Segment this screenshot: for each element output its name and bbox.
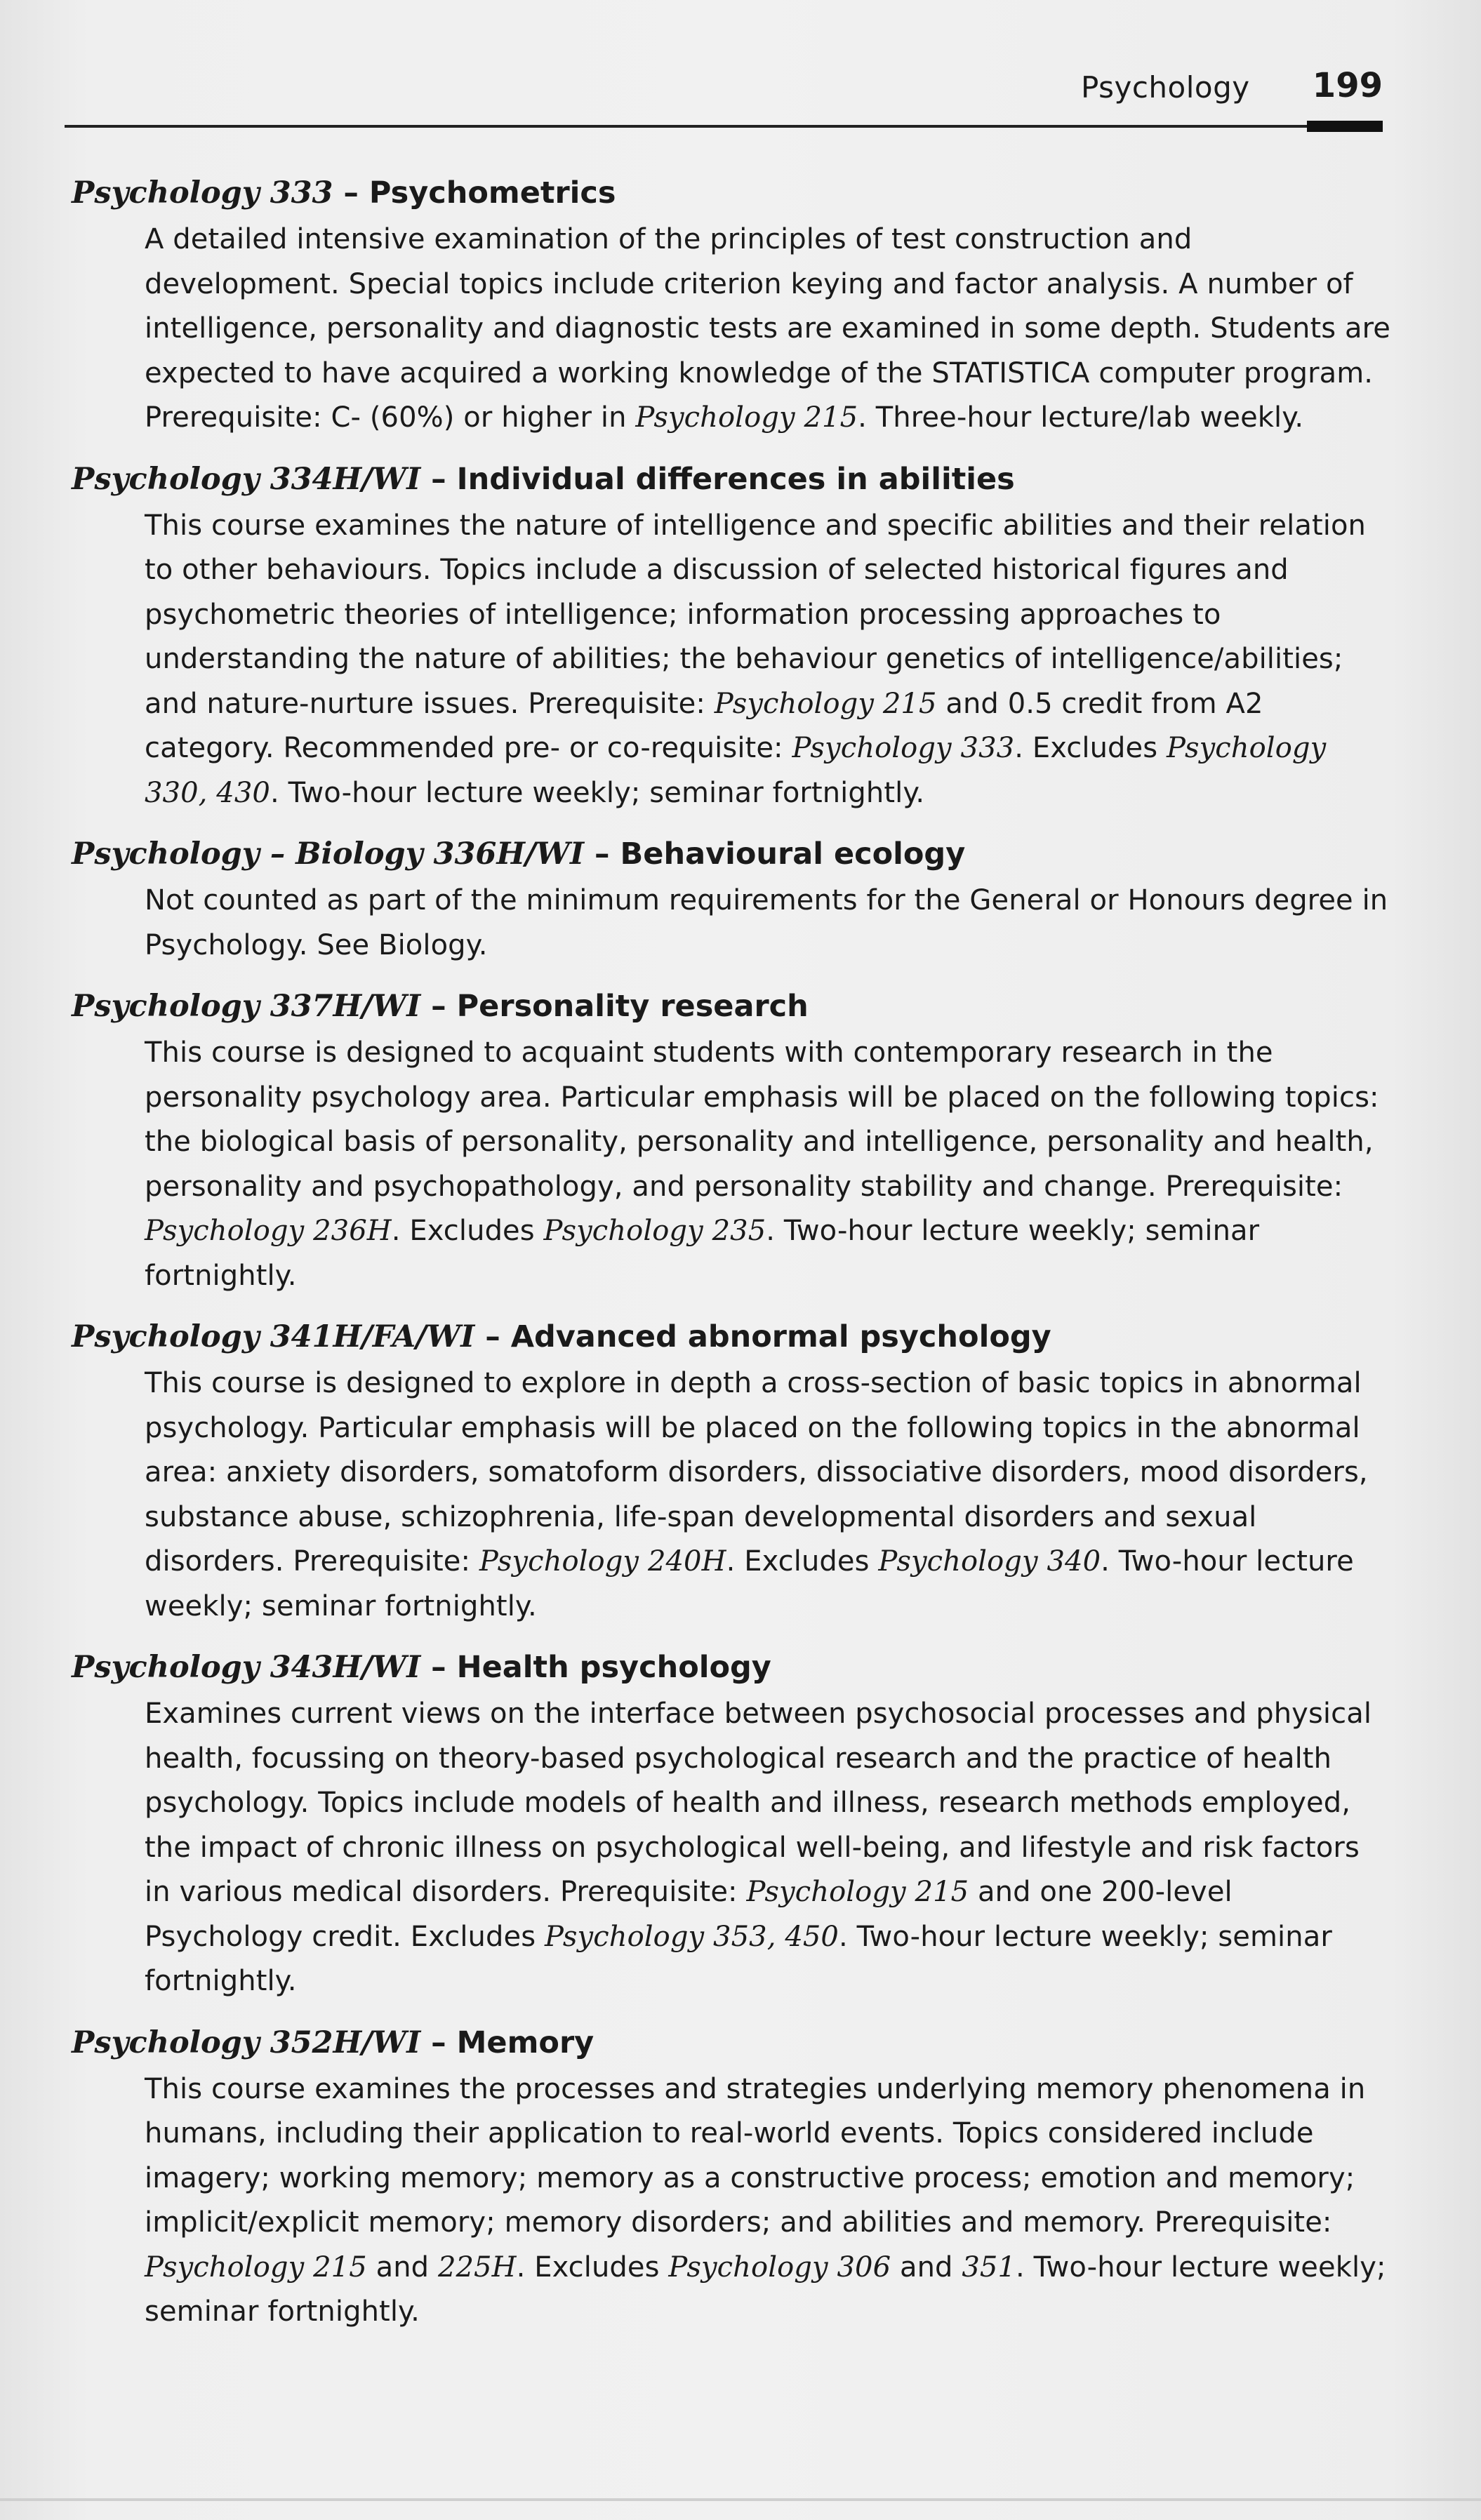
course-description [145,879,1391,968]
description-text: This course is designed to acquaint students with contemporary research in the personality psychology area. Particular emphasis will be placed on the following topics: the biological basis of personality, personality and intelligence, personality and health, personality and psychopathology, and personality stability and change. Prerequisite: [145,1036,1379,1203]
course-heading [72,173,1391,213]
course-title: Health psychology [456,1650,771,1685]
course-title: Psychometrics [368,175,616,211]
course-heading [72,834,1391,874]
description-text: . Excludes [726,1545,879,1578]
description-text: A detailed intensive examination of the principles of test construction and development. Special topics include criterion keying and factor analysis. A number of intelligence, personality and diagnostic tests are examined in some depth. Students are expected to have acquired a working knowledge of the STATISTICA computer program. Prerequisite: C- (60%) or higher in [145,223,1390,434]
course-heading [72,986,1391,1027]
course-heading [72,2022,1391,2063]
course-reference: Psychology 215 [714,687,937,720]
course-heading [72,459,1391,500]
description-text: and [891,2251,962,2284]
course-description [145,504,1391,816]
heading-separator: – [584,836,620,872]
course-reference: Psychology 236H [145,1215,392,1247]
course-description [145,2067,1391,2335]
header-rule-tab [1307,121,1383,132]
heading-separator: – [420,989,457,1024]
header-rule [65,125,1383,128]
description-text: . Two-hour lecture weekly; seminar fortnightly. [145,1215,1260,1292]
course-title: Memory [456,2025,595,2060]
course-title: Personality research [456,989,809,1024]
course-description [145,1692,1391,2004]
course-title: Individual differences in abilities [456,461,1015,497]
course-entry [72,2022,1391,2335]
course-heading [72,1647,1391,1688]
description-text: Examines current views on the interface between psychosocial processes and physical health, focussing on theory-based psychological research and the practice of health psychology. Topics include models of health and illness, research methods employed, the impact of chronic illness on psychological well-being, and lifestyle and risk factors in various medical disorders. Prerequisite: [145,1698,1372,1908]
course-description [145,218,1391,441]
heading-separator: – [474,1319,511,1354]
running-head [1081,65,1383,114]
course-reference: Psychology 235 [543,1215,766,1247]
description-text: and [366,2251,438,2284]
course-entry [72,173,1391,441]
heading-separator: – [333,175,369,211]
course-code: Psychology 343H/WI [72,1650,421,1685]
section-name: Psychology [1081,70,1250,105]
description-text: and 0.5 credit from A2 category. Recommended pre- or co-requisite: [145,687,1263,764]
description-text: . Two-hour lecture weekly; seminar fortnightly. [270,776,925,809]
page-number: 199 [1312,66,1383,105]
course-code: Psychology 352H/WI [72,2025,421,2060]
description-text: This course examines the nature of intelligence and specific abilities and their relation to other behaviours. Topics include a discussion of selected historical figures and psychometric theories of intelligence; information processing approaches to understanding the nature of abilities; the behaviour genetics of intelligence/abilities; and nature-nurture issues. Prerequisite: [145,509,1366,720]
description-text: and one 200-level Psychology credit. Excludes [145,1876,1233,1953]
course-entry [72,1316,1391,1629]
course-reference: Psychology 353, 450 [544,1920,839,1953]
course-entry [72,986,1391,1298]
course-code: Psychology – Biology 336H/WI [72,836,585,872]
heading-separator: – [420,2025,457,2060]
course-reference: Psychology 240H [479,1545,726,1578]
course-reference: Psychology 340 [878,1545,1101,1578]
course-list [72,173,1391,2353]
course-title: Advanced abnormal psychology [510,1319,1051,1354]
description-text: This course is designed to explore in depth a cross-section of basic topics in abnormal psychology. Particular emphasis will be placed on the following topics in the abnormal area: anxiety disorders, somatoform disorders, dissociative disorders, mood disorders, substance abuse, schizophrenia, life-span developmental disorders and sexual disorders. Prerequisite: [145,1367,1368,1578]
course-code: Psychology 334H/WI [72,461,421,497]
heading-separator: – [420,461,457,497]
course-description [145,1361,1391,1629]
description-text: . Excludes [516,2251,669,2284]
course-heading [72,1316,1391,1357]
description-text: . Two-hour lecture weekly; seminar fortnightly. [145,2251,1386,2328]
description-text: This course examines the processes and strategies underlying memory phenomena in humans, including their application to real-world events. Topics considered include imagery; working memory; memory as a constructive process; emotion and memory; implicit/explicit memory; memory disorders; and abilities and memory. Prerequisite: [145,2072,1366,2239]
course-reference: Psychology 333 [792,732,1015,764]
course-entry [72,1647,1391,2004]
course-code: Psychology 337H/WI [72,989,421,1024]
course-reference: 351 [962,2251,1016,2284]
course-title: Behavioural ecology [620,836,966,872]
description-text: . Two-hour lecture weekly; seminar fortnightly. [145,1545,1354,1622]
course-entry [72,459,1391,816]
description-text: . Two-hour lecture weekly; seminar fortnightly. [145,1920,1332,1997]
heading-separator: – [420,1650,457,1685]
course-entry [72,834,1391,968]
course-code: Psychology 333 [72,175,333,211]
description-text: Not counted as part of the minimum requirements for the General or Honours degree in Psychology. See Biology. [145,884,1388,961]
course-reference: 225H [437,2251,517,2284]
course-reference: Psychology 330, 430 [145,732,1327,809]
description-text: . Excludes [1014,732,1167,764]
course-reference: Psychology 215 [635,401,858,434]
course-description [145,1031,1391,1298]
course-code: Psychology 341H/FA/WI [72,1319,475,1354]
page-bottom-edge [0,2498,1481,2501]
course-reference: Psychology 215 [746,1876,969,1908]
description-text: . Excludes [391,1215,544,1247]
course-reference: Psychology 215 [145,2251,367,2284]
course-reference: Psychology 306 [668,2251,891,2284]
description-text: . Three-hour lecture/lab weekly. [858,401,1304,434]
